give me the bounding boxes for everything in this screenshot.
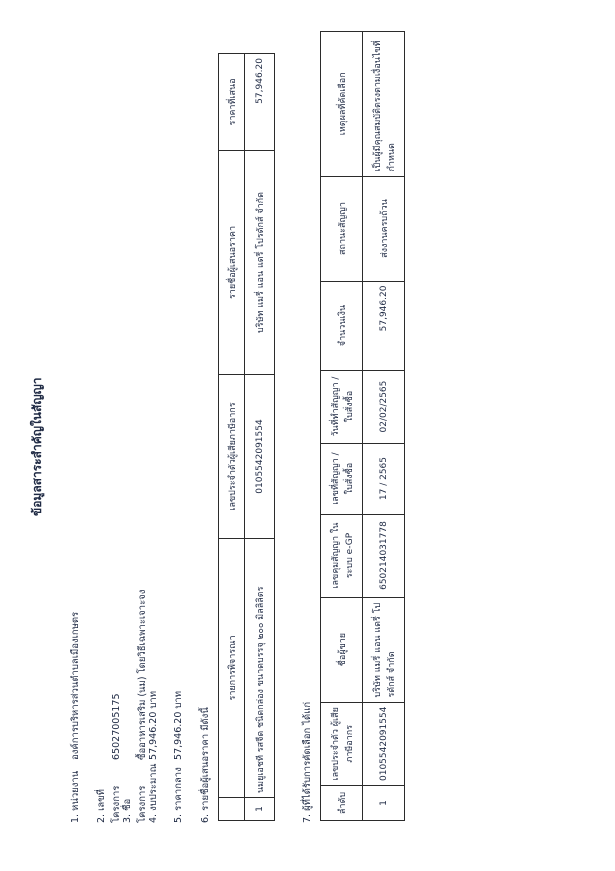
bidders-header-item: รายการพิจารณา [219, 539, 245, 798]
winners-header-contract-date: วันที่ทำสัญญา / ใบสั่งซื้อ [321, 370, 363, 443]
winners-header-reason: เหตุผลที่คัดเลือก [321, 32, 363, 177]
median-label: 5. ราคากลาง [173, 767, 184, 823]
bidder-price: 57,946.20 [245, 54, 275, 151]
bidder-index: 1 [245, 798, 275, 821]
bidders-header-taxid: เลขประจำตัวผู้เสียภาษีอากร [219, 375, 245, 539]
winners-table [320, 31, 405, 821]
project-no-value: 65027005175 [111, 693, 122, 760]
winner-amount: 57,946.20 [363, 281, 405, 370]
agency-label: 1. หน่วยงาน [70, 770, 81, 823]
winner-contract-date: 02/02/2565 [363, 370, 405, 443]
winners-header-contract-no: เลขที่สัญญา / ใบสั่งซื้อ [321, 443, 363, 514]
bidder-item: นมยูเอชที รสจืด ชนิดกล่อง ขนาดบรรจุ ๒๐๐ มิลลิลิตร [245, 539, 275, 798]
winner-index: 1 [363, 786, 405, 821]
winners-header-row [321, 32, 363, 821]
bidder-taxid: 0105542091554 [245, 375, 275, 539]
bidder-name: บริษัท แมรี่ แอน แดรี่ โปรดักส์ จำกัด [245, 151, 275, 375]
winners-header-index: ลำดับ [321, 786, 363, 821]
bidders-header-price: ราคาที่เสนอ [219, 54, 245, 151]
winners-header-taxid: เลขประจำตัว ผู้เสียภาษีอากร [321, 702, 363, 785]
agency-row [68, 612, 83, 823]
median-value: 57,946.20 บาท [173, 690, 184, 760]
winners-header-amount: จำนวนเงิน [321, 281, 363, 370]
bidders-table [218, 53, 275, 821]
agency-value: องค์การบริหารส่วนตำบลเมืองเกษตร [70, 611, 81, 760]
page-title: ข้อมูลสาระสำคัญในสัญญา [30, 377, 44, 516]
project-name-value: ซื้ออาหารเสริม (นม) โดยวิธีเฉพาะเจาะจง [137, 589, 148, 760]
table-row [245, 54, 275, 821]
winner-status: ส่งงานครบถ้วน [363, 176, 405, 281]
project-name-label: 3. ชื่อโครงการ [122, 785, 148, 823]
median-row [171, 691, 186, 823]
budget-row [146, 691, 161, 823]
budget-label: 4. งบประมาณ [148, 763, 159, 823]
bidders-header-name: รายชื่อผู้เสนอราคา [219, 151, 245, 375]
bidders-header-index [219, 798, 245, 821]
winners-header-egp: เลขคุมสัญญา ในระบบ e-GP [321, 514, 363, 597]
winner-seller: บริษัท แมรี่ แอน แดรี่ โปรดักส์ จำกัด [363, 597, 405, 702]
winner-contract-no: 17 / 2565 [363, 443, 405, 514]
bidders-heading: 6. รายชื่อผู้เสนอราคา มีดังนี้ [200, 707, 211, 823]
winners-header-seller: ชื่อผู้ขาย [321, 597, 363, 702]
winners-header-status: สถานะสัญญา [321, 176, 363, 281]
table-row [363, 32, 405, 821]
winners-heading: 7. ผู้ที่ได้รับการคัดเลือก ได้แก่ [302, 701, 313, 823]
winner-taxid: 0105542091554 [363, 702, 405, 785]
budget-value: 57,946.20 บาท [148, 690, 159, 760]
winner-reason: เป็นผู้มีคุณสมบัติตรงตามเงื่อนไขที่กำหนด [363, 32, 405, 177]
bidders-header-row [219, 54, 245, 821]
project-no-label: 2. เลขที่โครงการ [96, 785, 122, 823]
winner-egp: 650214031778 [363, 514, 405, 597]
